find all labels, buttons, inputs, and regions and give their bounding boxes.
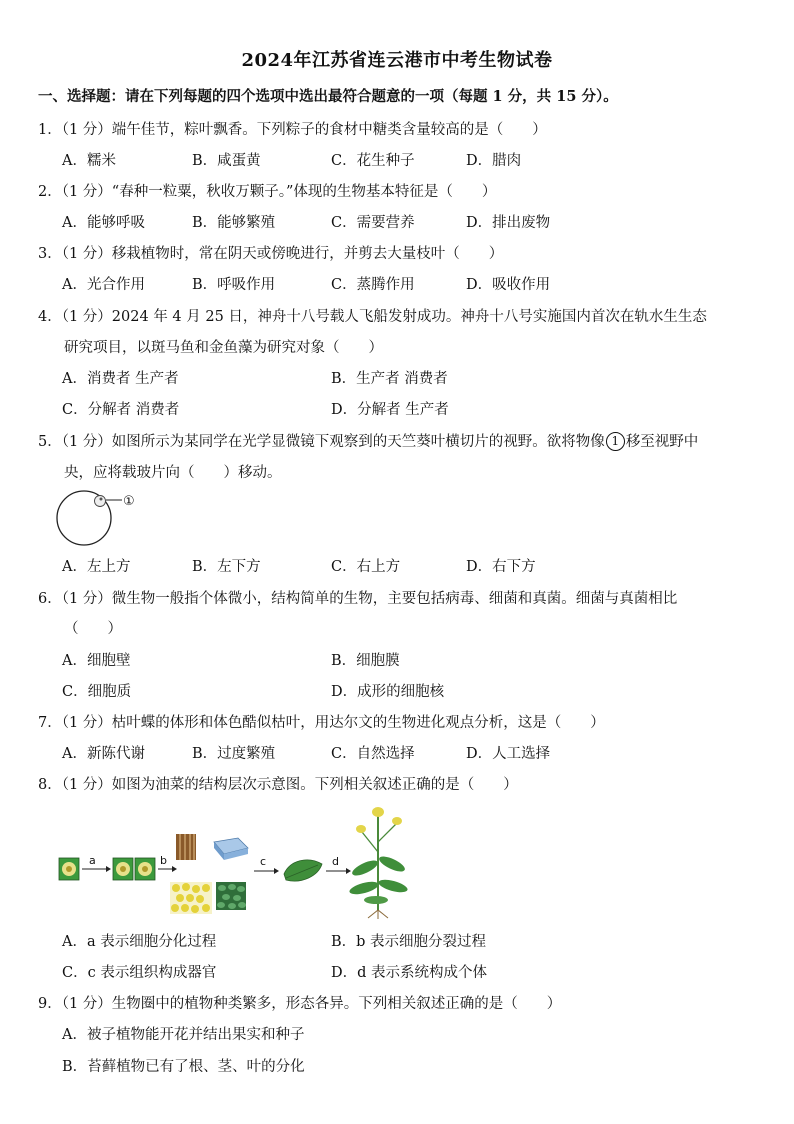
- question-6-stem-line-2: （ ）: [64, 621, 122, 637]
- question-4-option-d: D．分解者 生产者: [331, 402, 449, 418]
- question-6-option-d: D．成形的细胞核: [331, 684, 445, 700]
- rape-plant-icon: [348, 807, 409, 919]
- conducting-tissue-icon: [176, 834, 196, 860]
- question-5-option-d: D．右下方: [466, 559, 536, 575]
- question-1-option-d: D．腊肉: [466, 153, 522, 169]
- question-4-stem-line-1: 4．（1 分）2024 年 4 月 25 日，神舟十八号载人飞船发射成功。神舟十八号实施国内首次在轨水生生态: [38, 309, 707, 325]
- object-image-blob: [95, 496, 106, 507]
- question-2-option-d: D．排出废物: [466, 215, 551, 231]
- question-2-option-a: A．能够呼吸: [62, 215, 145, 231]
- question-3-option-a: A．光合作用: [62, 277, 145, 293]
- divided-cells-icon: [113, 858, 155, 880]
- object-image-dot: [100, 498, 103, 501]
- question-5-stem-part-2: 移至视野中: [625, 434, 699, 450]
- rape-plant-structure-figure: [56, 802, 416, 920]
- arrow-a-label: a: [89, 854, 96, 867]
- question-8-option-a: A．a 表示细胞分化过程: [62, 934, 217, 950]
- question-3-option-d: D．吸收作用: [466, 277, 551, 293]
- question-4-option-c: C．分解者 消费者: [62, 402, 180, 418]
- question-1-option-b: B．咸蛋黄: [192, 153, 261, 169]
- arrow-b-label: b: [160, 854, 167, 867]
- section-heading: 一、选择题：请在下列每题的四个选项中选出最符合题意的一项（每题 1 分，共 15 分）。: [38, 88, 618, 105]
- question-8-option-c: C．c 表示组织构成器官: [62, 965, 217, 981]
- question-4-stem-line-2: 研究项目，以斑马鱼和金鱼藻为研究对象（ ）: [64, 340, 383, 356]
- single-cell-icon: [59, 858, 79, 880]
- question-7-option-a: A．新陈代谢: [62, 746, 145, 762]
- question-6-option-b: B．细胞膜: [331, 653, 400, 669]
- question-2-stem: 2．（1 分）“春种一粒粟，秋收万颗子。”体现的生物基本特征是（ ）: [38, 184, 497, 200]
- figure-label-1: ①: [123, 494, 135, 509]
- arrow-d-label: d: [332, 855, 339, 868]
- question-1-stem: 1．（1 分）端午佳节，粽叶飘香。下列粽子的食材中糖类含量较高的是（ ）: [38, 122, 547, 138]
- protective-tissue-icon: [214, 838, 248, 860]
- question-9-option-a: A．被子植物能开花并结出果实和种子: [62, 1027, 305, 1043]
- question-8-option-b: B．b 表示细胞分裂过程: [331, 934, 487, 950]
- question-9-stem: 9．（1 分）生物圈中的植物种类繁多，形态各异。下列相关叙述正确的是（ ）: [38, 996, 562, 1012]
- question-6-option-a: A．细胞壁: [62, 653, 131, 669]
- question-2-option-b: B．能够繁殖: [192, 215, 276, 231]
- question-4-option-a: A．消费者 生产者: [62, 371, 179, 387]
- question-3-stem: 3．（1 分）移栽植物时，常在阴天或傍晚进行，并剪去大量枝叶（ ）: [38, 246, 504, 262]
- question-2-option-c: C．需要营养: [331, 215, 415, 231]
- question-9-option-b: B．苔藓植物已有了根、茎、叶的分化: [62, 1059, 305, 1075]
- question-8-stem: 8．（1 分）如图为油菜的结构层次示意图。下列相关叙述正确的是（ ）: [38, 777, 518, 793]
- question-3-option-b: B．呼吸作用: [192, 277, 276, 293]
- meristem-tissue-icon: [216, 882, 246, 910]
- arrow-c-label: c: [260, 855, 267, 868]
- question-1-option-a: A．糯米: [62, 153, 116, 169]
- question-1-option-c: C．花生种子: [331, 153, 415, 169]
- question-3-option-c: C．蒸腾作用: [331, 277, 415, 293]
- question-5-option-a: A．左上方: [62, 559, 131, 575]
- parenchyma-tissue-icon: [170, 882, 212, 914]
- circled-number-marker: 1: [606, 432, 625, 451]
- question-7-stem: 7．（1 分）枯叶蝶的体形和体色酷似枯叶，用达尔文的生物进化观点分析，这是（ ）: [38, 715, 605, 731]
- microscope-field-figure: [52, 488, 162, 548]
- question-5-stem-line-1: [38, 430, 698, 451]
- question-6-stem-line-1: 6．（1 分）微生物一般指个体微小，结构简单的生物，主要包括病毒、细菌和真菌。细菌与真菌相比: [38, 591, 678, 607]
- question-6-option-c: C．细胞质: [62, 684, 132, 700]
- question-5-stem-part-1: 5．（1 分）如图所示为某同学在光学显微镜下观察到的天竺葵叶横切片的视野。欲将物像: [38, 434, 605, 450]
- question-5-option-c: C．右上方: [331, 559, 401, 575]
- question-8-option-d: D．d 表示系统构成个体: [331, 965, 488, 981]
- leaf-organ-icon: [284, 860, 322, 881]
- question-5-option-b: B．左下方: [192, 559, 261, 575]
- question-5-stem-line-2: 央，应将载玻片向（ ）移动。: [64, 465, 282, 481]
- page-title: 2024年江苏省连云港市中考生物试卷: [241, 50, 553, 71]
- question-7-option-c: C．自然选择: [331, 746, 415, 762]
- question-4-option-b: B．生产者 消费者: [331, 371, 448, 387]
- question-7-option-d: D．人工选择: [466, 746, 551, 762]
- question-7-option-b: B．过度繁殖: [192, 746, 276, 762]
